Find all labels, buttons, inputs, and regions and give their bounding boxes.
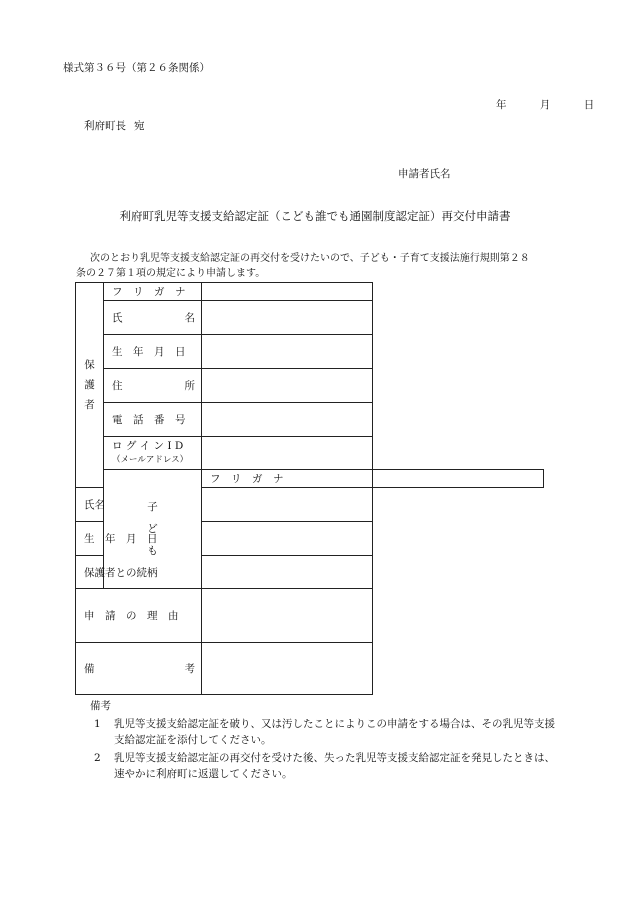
remarks-label: 備 考: [76, 643, 202, 695]
guardian-name-label: 氏 名: [104, 301, 202, 335]
intro-line-2: 条の２７第１項の規定により申請します。: [76, 268, 266, 279]
table-row: [76, 643, 544, 695]
login-id-sub-label: （メールアドレス）: [112, 455, 189, 465]
guardian-name-field[interactable]: [202, 301, 373, 335]
date-line: [496, 97, 598, 112]
guardian-phone-label: 電 話 番 号: [104, 403, 202, 437]
guardian-birthdate-field[interactable]: [202, 335, 373, 369]
document-title: 利府町乳児等支援支給認定証（こども誰でも通園制度認定証）再交付申請書: [119, 209, 511, 223]
child-birthdate-label: 生 年 月 日: [76, 522, 104, 556]
guardian-phone-field[interactable]: [202, 403, 373, 437]
table-row: [76, 369, 544, 403]
child-furigana-field[interactable]: [373, 470, 544, 488]
note-item: [90, 750, 560, 782]
application-table: [75, 282, 544, 695]
addressee-suffix: 宛: [134, 120, 145, 132]
form-number: 様式第３６号（第２６条関係）: [63, 62, 210, 74]
applicant-name-label: 申請者氏名: [398, 168, 451, 180]
guardian-address-field[interactable]: [202, 369, 373, 403]
table-row: [76, 301, 544, 335]
note-item: [90, 716, 560, 748]
reason-field[interactable]: [202, 589, 373, 643]
remarks-field[interactable]: [202, 643, 373, 695]
notes-section: [90, 698, 560, 784]
note-number: 1: [94, 718, 101, 730]
note-number: 2: [94, 752, 101, 764]
child-relationship-field[interactable]: [202, 556, 373, 589]
table-row: [76, 403, 544, 437]
child-furigana-label: フ リ ガ ナ: [202, 470, 373, 488]
guardian-address-label: 住 所: [104, 369, 202, 403]
guardian-furigana-label: フ リ ガ ナ: [104, 283, 202, 301]
note-text: 乳児等支援支給認定証の再交付を受けた後、失った乳児等支援支給認定証を発見したときは、速やかに利府町に返還してください。: [114, 752, 555, 780]
table-row: [76, 589, 544, 643]
notes-heading: 備考: [90, 700, 111, 712]
child-birthdate-field[interactable]: [202, 522, 373, 556]
reason-label: 申 請 の 理 由: [76, 589, 202, 643]
addressee: [84, 118, 145, 133]
addressee-name: 利府町長: [84, 120, 126, 132]
table-row: [76, 335, 544, 369]
intro-text: [76, 251, 546, 281]
guardian-furigana-field[interactable]: [202, 283, 373, 301]
child-name-field[interactable]: [202, 488, 373, 522]
note-text: 乳児等支援支給認定証を破り、又は汚したことによりこの申請をする場合は、その乳児等支援支給認定証を添付してください。: [114, 718, 555, 746]
date-year-label: 年: [496, 99, 507, 111]
table-row: [76, 470, 544, 488]
child-name-label: 氏 名: [76, 488, 104, 522]
child-relationship-label: 保護者との続柄: [76, 556, 104, 589]
guardian-login-id-field[interactable]: [202, 437, 373, 470]
intro-line-1: 次のとおり乳児等支援支給認定証の再交付を受けたいので、子ども・子育て支援法施行規則第２８: [90, 253, 530, 264]
table-row: [76, 437, 544, 470]
child-section-label: 子 ど も: [104, 470, 202, 589]
date-day-label: 日: [583, 99, 595, 111]
guardian-login-id-label: ロ グ イ ン I D （メールアドレス）: [104, 437, 202, 470]
guardian-section-label: 保 護 者: [76, 283, 104, 488]
guardian-birthdate-label: 生 年 月 日: [104, 335, 202, 369]
table-row: [76, 283, 544, 301]
date-month-label: 月: [539, 99, 551, 111]
